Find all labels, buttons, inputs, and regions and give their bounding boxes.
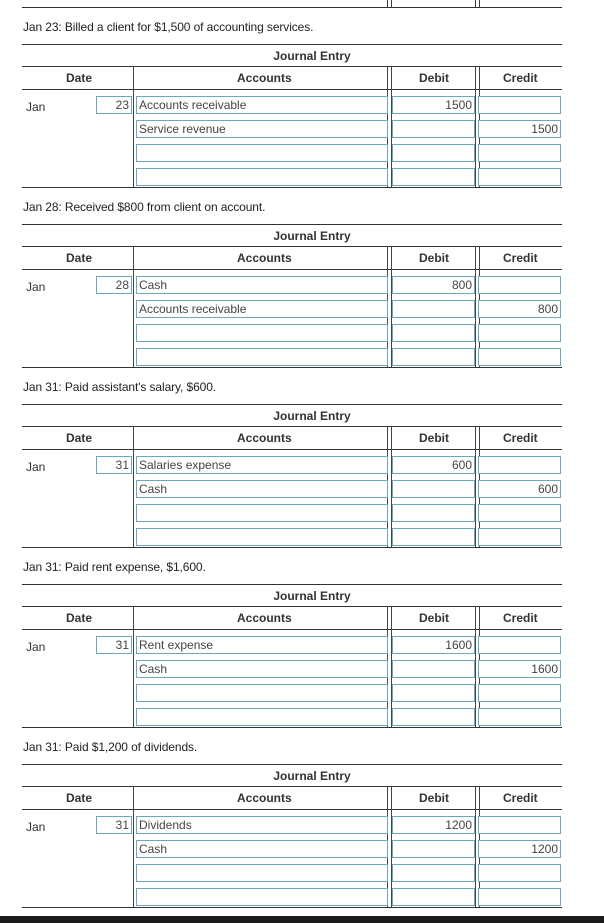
journal-entry-section — [0, 380, 604, 560]
table-bottom-border — [22, 187, 562, 188]
account-input[interactable] — [136, 504, 388, 522]
debit-input[interactable] — [392, 708, 475, 726]
credit-header: Credit — [503, 431, 538, 445]
date-header: Date — [66, 791, 93, 805]
account-input[interactable] — [136, 348, 388, 366]
table-header — [22, 606, 562, 630]
credit-input[interactable]: 800 — [478, 300, 561, 318]
credit-input[interactable] — [478, 864, 561, 882]
debit-input[interactable]: 1500 — [392, 96, 475, 114]
credit-input[interactable] — [478, 816, 561, 834]
debit-input[interactable] — [392, 324, 475, 342]
credit-input[interactable] — [478, 708, 561, 726]
debit-input[interactable] — [392, 660, 475, 678]
account-input[interactable]: Service revenue — [136, 120, 388, 138]
debit-header: Debit — [419, 611, 449, 625]
debit-input[interactable] — [392, 840, 475, 858]
column-divider — [133, 66, 134, 187]
credit-input[interactable]: 1600 — [478, 660, 561, 678]
account-input[interactable] — [136, 528, 388, 546]
transaction-description: Jan 31: Paid assistant's salary, $600. — [23, 380, 217, 394]
debit-input[interactable] — [392, 144, 475, 162]
month-label: Jan — [26, 460, 46, 474]
day-input[interactable]: 23 — [96, 96, 132, 114]
column-divider — [133, 246, 134, 367]
credit-input[interactable] — [478, 168, 561, 186]
journal-entry-title: Journal Entry — [22, 764, 562, 786]
debit-input[interactable] — [392, 864, 475, 882]
debit-input[interactable]: 1200 — [392, 816, 475, 834]
month-label: Jan — [26, 820, 46, 834]
month-label: Jan — [26, 100, 46, 114]
debit-input[interactable] — [392, 504, 475, 522]
column-divider — [133, 606, 134, 727]
day-input[interactable]: 31 — [96, 636, 132, 654]
debit-header: Debit — [419, 791, 449, 805]
debit-input[interactable] — [392, 480, 475, 498]
credit-header: Credit — [503, 71, 538, 85]
journal-entry-section — [0, 20, 604, 200]
account-input[interactable]: Cash — [136, 276, 388, 294]
debit-input[interactable] — [392, 348, 475, 366]
account-input[interactable]: Cash — [136, 660, 388, 678]
account-input[interactable] — [136, 144, 388, 162]
date-header: Date — [66, 431, 93, 445]
debit-input[interactable] — [392, 684, 475, 702]
account-input[interactable]: Dividends — [136, 816, 388, 834]
journal-entry-title: Journal Entry — [22, 584, 562, 606]
journal-entry-title: Journal Entry — [22, 404, 562, 426]
account-input[interactable] — [136, 684, 388, 702]
debit-header: Debit — [419, 71, 449, 85]
journal-entry-title: Journal Entry — [22, 224, 562, 246]
previous-entry-bottom-edge — [22, 0, 562, 8]
debit-header: Debit — [419, 431, 449, 445]
column-divider — [475, 0, 480, 7]
account-input[interactable]: Accounts receivable — [136, 300, 388, 318]
debit-input[interactable] — [392, 888, 475, 906]
transaction-description: Jan 31: Paid rent expense, $1,600. — [23, 560, 206, 574]
credit-input[interactable] — [478, 324, 561, 342]
column-divider — [133, 426, 134, 547]
accounts-header: Accounts — [237, 251, 292, 265]
account-input[interactable] — [136, 864, 388, 882]
account-input[interactable]: Cash — [136, 840, 388, 858]
account-input[interactable]: Accounts receivable — [136, 96, 388, 114]
accounts-header: Accounts — [237, 71, 292, 85]
account-input[interactable]: Rent expense — [136, 636, 388, 654]
table-bottom-border — [22, 547, 562, 548]
journal-entry-section — [0, 560, 604, 740]
debit-input[interactable] — [392, 168, 475, 186]
debit-header: Debit — [419, 251, 449, 265]
table-bottom-border — [22, 367, 562, 368]
journal-entry-section — [0, 200, 604, 380]
column-divider — [387, 0, 392, 7]
debit-input[interactable]: 600 — [392, 456, 475, 474]
table-header — [22, 66, 562, 90]
credit-input[interactable] — [478, 636, 561, 654]
table-header — [22, 246, 562, 270]
accounts-header: Accounts — [237, 791, 292, 805]
account-input[interactable] — [136, 324, 388, 342]
day-input[interactable]: 28 — [96, 276, 132, 294]
debit-input[interactable] — [392, 528, 475, 546]
journal-entry-title: Journal Entry — [22, 44, 562, 66]
day-input[interactable]: 31 — [96, 456, 132, 474]
account-input[interactable] — [136, 168, 388, 186]
debit-input[interactable] — [392, 300, 475, 318]
account-input[interactable]: Cash — [136, 480, 388, 498]
transaction-description: Jan 31: Paid $1,200 of dividends. — [23, 740, 198, 754]
credit-input[interactable] — [478, 504, 561, 522]
credit-input[interactable] — [478, 456, 561, 474]
month-label: Jan — [26, 280, 46, 294]
credit-input[interactable] — [478, 348, 561, 366]
debit-input[interactable]: 800 — [392, 276, 475, 294]
credit-header: Credit — [503, 791, 538, 805]
accounts-header: Accounts — [237, 611, 292, 625]
table-bottom-border — [22, 907, 562, 908]
month-label: Jan — [26, 640, 46, 654]
account-input[interactable] — [136, 888, 388, 906]
table-bottom-border — [22, 727, 562, 728]
credit-input[interactable] — [478, 96, 561, 114]
table-header — [22, 426, 562, 450]
credit-input[interactable] — [478, 528, 561, 546]
credit-input[interactable] — [478, 888, 561, 906]
account-input[interactable] — [136, 708, 388, 726]
credit-input[interactable] — [478, 144, 561, 162]
date-header: Date — [66, 71, 93, 85]
day-input[interactable]: 31 — [96, 816, 132, 834]
journal-entry-section — [0, 740, 604, 920]
column-divider — [133, 786, 134, 907]
date-header: Date — [66, 251, 93, 265]
credit-header: Credit — [503, 611, 538, 625]
credit-input[interactable]: 1500 — [478, 120, 561, 138]
table-header — [22, 786, 562, 810]
bottom-bar — [0, 916, 604, 923]
credit-input[interactable]: 600 — [478, 480, 561, 498]
credit-input[interactable]: 1200 — [478, 840, 561, 858]
debit-input[interactable] — [392, 120, 475, 138]
credit-input[interactable] — [478, 276, 561, 294]
debit-input[interactable]: 1600 — [392, 636, 475, 654]
date-header: Date — [66, 611, 93, 625]
credit-input[interactable] — [478, 684, 561, 702]
credit-header: Credit — [503, 251, 538, 265]
account-input[interactable]: Salaries expense — [136, 456, 388, 474]
transaction-description: Jan 28: Received $800 from client on account. — [23, 200, 266, 214]
accounts-header: Accounts — [237, 431, 292, 445]
transaction-description: Jan 23: Billed a client for $1,500 of accounting services. — [23, 20, 314, 34]
